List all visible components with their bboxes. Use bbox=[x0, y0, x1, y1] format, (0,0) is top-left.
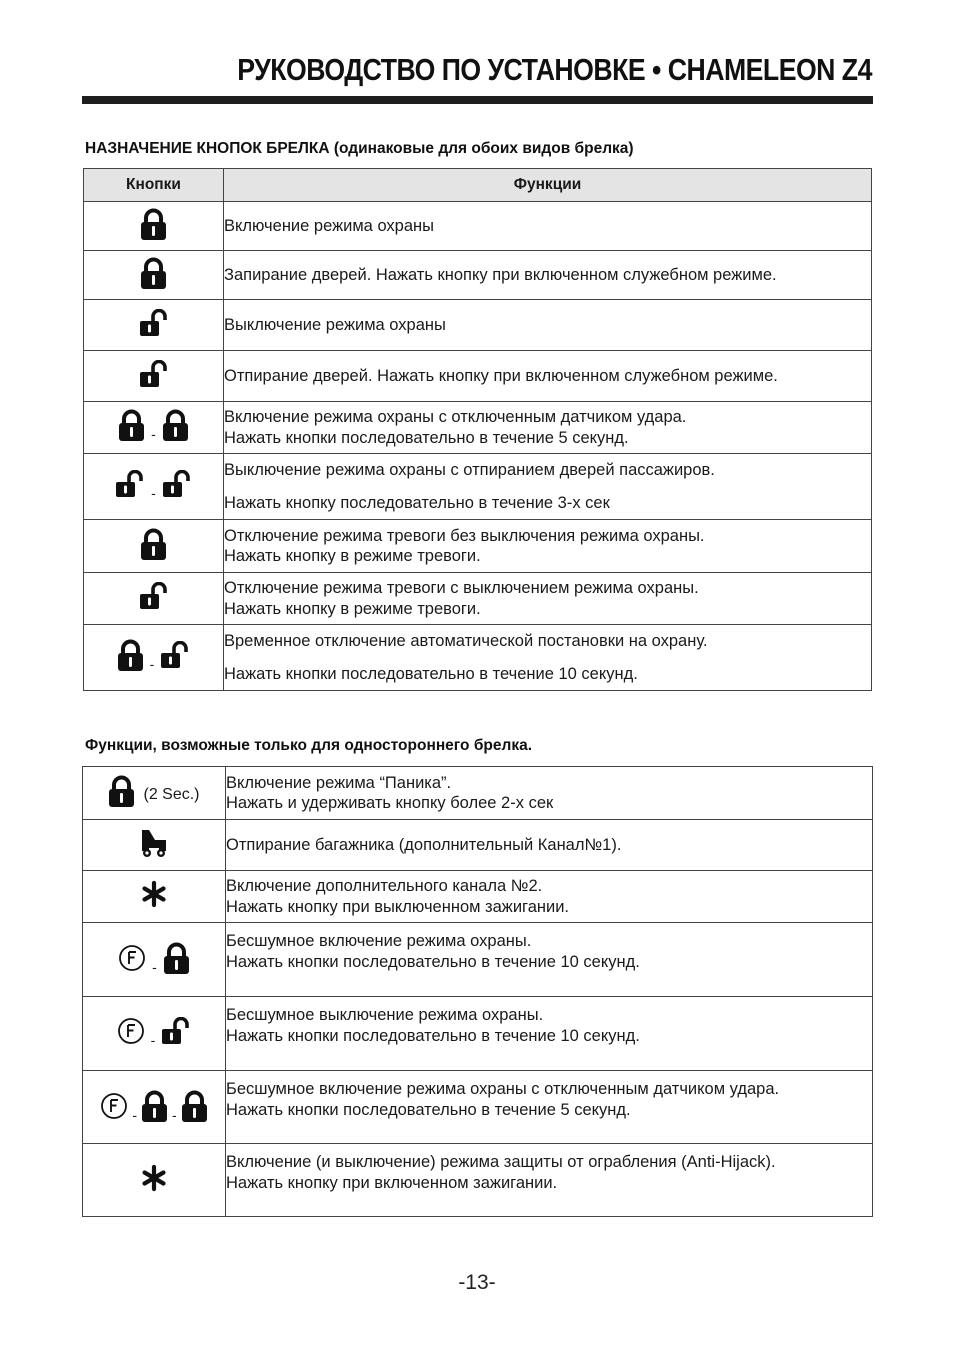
lock-icon bbox=[141, 1090, 168, 1122]
function-text: Включение режима охраны с отключенным датчиком удара. bbox=[224, 408, 687, 426]
function-text: Запирание дверей. Нажать кнопку при включенном служебном режиме. bbox=[224, 265, 777, 284]
sequence-separator: - bbox=[149, 656, 155, 672]
function-text: Отключение режима тревоги с выключением режима охраны. bbox=[224, 579, 699, 597]
sequence-separator: - bbox=[132, 1106, 137, 1123]
function-cell bbox=[224, 520, 872, 573]
function-text: Включение режима охраны bbox=[224, 216, 435, 235]
button-cell bbox=[83, 871, 226, 923]
function-note: Нажать кнопки последовательно в течение 10 секунд. bbox=[224, 665, 638, 683]
button-cell bbox=[83, 997, 226, 1071]
function-note: Нажать и удерживать кнопку более 2-х сек bbox=[226, 794, 554, 812]
remote-buttons-table bbox=[83, 168, 872, 691]
function-cell bbox=[226, 820, 873, 871]
button-cell bbox=[84, 202, 224, 251]
column-header-functions: Функции bbox=[224, 169, 872, 202]
function-text: Выключение режима охраны bbox=[224, 315, 446, 334]
lock-icon bbox=[140, 257, 167, 289]
button-cell bbox=[84, 351, 224, 402]
button-cell bbox=[84, 300, 224, 351]
table-row bbox=[84, 402, 872, 454]
button-cell bbox=[84, 520, 224, 573]
asterisk-icon bbox=[140, 1164, 168, 1192]
function-cell bbox=[226, 767, 873, 820]
header-rule bbox=[82, 96, 873, 104]
asterisk-icon bbox=[140, 880, 168, 908]
unlock-icon bbox=[139, 309, 169, 337]
lock-icon bbox=[140, 208, 167, 240]
function-text: Включение дополнительного канала №2. bbox=[226, 877, 543, 895]
table-row bbox=[84, 300, 872, 351]
table-row bbox=[84, 351, 872, 402]
function-cell bbox=[226, 871, 873, 923]
function-note: Нажать кнопки последовательно в течение 10 секунд. bbox=[226, 952, 640, 971]
function-text: Отпирание багажника (дополнительный Канал№1). bbox=[226, 835, 622, 854]
hold-duration-note: (2 Sec.) bbox=[143, 785, 200, 803]
table-row bbox=[83, 923, 873, 997]
function-cell bbox=[226, 1144, 873, 1217]
button-cell bbox=[84, 402, 224, 454]
section2-title: Функции, возможные только для одностороннего брелка. bbox=[85, 737, 533, 754]
function-cell bbox=[224, 625, 872, 691]
sequence-separator: - bbox=[151, 485, 156, 501]
table-row bbox=[83, 1071, 873, 1144]
lock-icon bbox=[117, 639, 144, 671]
lock-icon bbox=[108, 775, 135, 807]
lock-icon bbox=[163, 942, 190, 974]
unlock-icon bbox=[115, 470, 145, 498]
function-note: Нажать кнопки последовательно в течение 5 секунд. bbox=[224, 428, 629, 447]
button-cell bbox=[83, 923, 226, 997]
function-text: Отпирание дверей. Нажать кнопку при включенном служебном режиме. bbox=[224, 366, 778, 385]
lock-icon bbox=[140, 528, 167, 560]
table-row bbox=[84, 454, 872, 520]
f-button-icon bbox=[117, 1017, 145, 1045]
function-note: Нажать кнопку в режиме тревоги. bbox=[224, 547, 481, 565]
lock-icon bbox=[162, 409, 189, 441]
table-row bbox=[83, 820, 873, 871]
table-row bbox=[84, 520, 872, 573]
function-text: Бесшумное выключение режима охраны. bbox=[226, 1006, 544, 1024]
button-cell bbox=[84, 454, 224, 520]
function-note: Нажать кнопку в режиме тревоги. bbox=[224, 599, 481, 618]
document-header-title: РУКОВОДСТВО ПО УСТАНОВКЕ • CHAMELEON Z4 bbox=[237, 52, 872, 87]
button-cell bbox=[83, 820, 226, 871]
button-cell bbox=[84, 251, 224, 300]
table-row bbox=[83, 1144, 873, 1217]
table-row bbox=[84, 251, 872, 300]
function-text: Включение (и выключение) режима защиты от ограбления (Anti-Hijack). bbox=[226, 1153, 776, 1171]
unlock-icon bbox=[139, 360, 169, 388]
sequence-separator: - bbox=[152, 959, 157, 975]
table-row bbox=[84, 202, 872, 251]
function-text: Временное отключение автоматической постановки на охрану. bbox=[224, 631, 708, 650]
function-text: Выключение режима охраны с отпиранием дверей пассажиров. bbox=[224, 460, 715, 479]
button-cell bbox=[83, 1071, 226, 1144]
section1-title: НАЗНАЧЕНИЕ КНОПОК БРЕЛКА (одинаковые для обоих видов брелка) bbox=[85, 140, 634, 157]
page-number: -13- bbox=[458, 1271, 496, 1294]
function-note: Нажать кнопки последовательно в течение 5 секунд. bbox=[226, 1100, 631, 1119]
function-note: Нажать кнопки последовательно в течение 10 секунд. bbox=[226, 1026, 640, 1045]
button-cell bbox=[84, 625, 224, 691]
function-cell bbox=[224, 573, 872, 625]
unlock-icon bbox=[139, 582, 169, 610]
function-cell bbox=[224, 300, 872, 351]
function-note: Нажать кнопку при выключенном зажигании. bbox=[226, 897, 570, 916]
table-row bbox=[83, 767, 873, 820]
table-header-row bbox=[84, 169, 872, 202]
function-cell bbox=[224, 351, 872, 402]
f-button-icon bbox=[100, 1092, 128, 1120]
function-cell bbox=[226, 1071, 873, 1144]
table-row bbox=[84, 573, 872, 625]
f-button-icon bbox=[118, 944, 146, 972]
function-cell bbox=[224, 402, 872, 454]
unlock-icon bbox=[161, 1017, 191, 1045]
function-note: Нажать кнопку при включенном зажигании. bbox=[226, 1173, 558, 1192]
function-cell bbox=[226, 997, 873, 1071]
lock-icon bbox=[181, 1090, 208, 1122]
table-row bbox=[83, 871, 873, 923]
function-cell bbox=[224, 202, 872, 251]
function-cell bbox=[226, 923, 873, 997]
button-cell bbox=[83, 1144, 226, 1217]
function-text: Отключение режима тревоги без выключения режима охраны. bbox=[224, 526, 705, 545]
sequence-separator: - bbox=[150, 1032, 156, 1048]
function-text: Бесшумное включение режима охраны. bbox=[226, 932, 532, 950]
function-cell bbox=[224, 454, 872, 520]
function-cell bbox=[224, 251, 872, 300]
unlock-icon bbox=[162, 470, 192, 498]
function-text: Бесшумное включение режима охраны с отключенным датчиком удара. bbox=[226, 1080, 780, 1098]
one-way-remote-table bbox=[82, 766, 873, 1217]
button-cell bbox=[83, 767, 226, 820]
trunk-icon bbox=[140, 828, 168, 858]
sequence-separator: - bbox=[151, 426, 156, 442]
button-cell bbox=[84, 573, 224, 625]
function-text: Включение режима “Паника”. bbox=[226, 773, 452, 792]
sequence-separator: - bbox=[172, 1106, 177, 1123]
table-row bbox=[83, 997, 873, 1071]
column-header-buttons: Кнопки bbox=[84, 169, 224, 202]
lock-icon bbox=[118, 409, 145, 441]
table-row bbox=[84, 625, 872, 691]
function-note: Нажать кнопку последовательно в течение 3-х сек bbox=[224, 494, 610, 512]
unlock-icon bbox=[160, 641, 190, 669]
